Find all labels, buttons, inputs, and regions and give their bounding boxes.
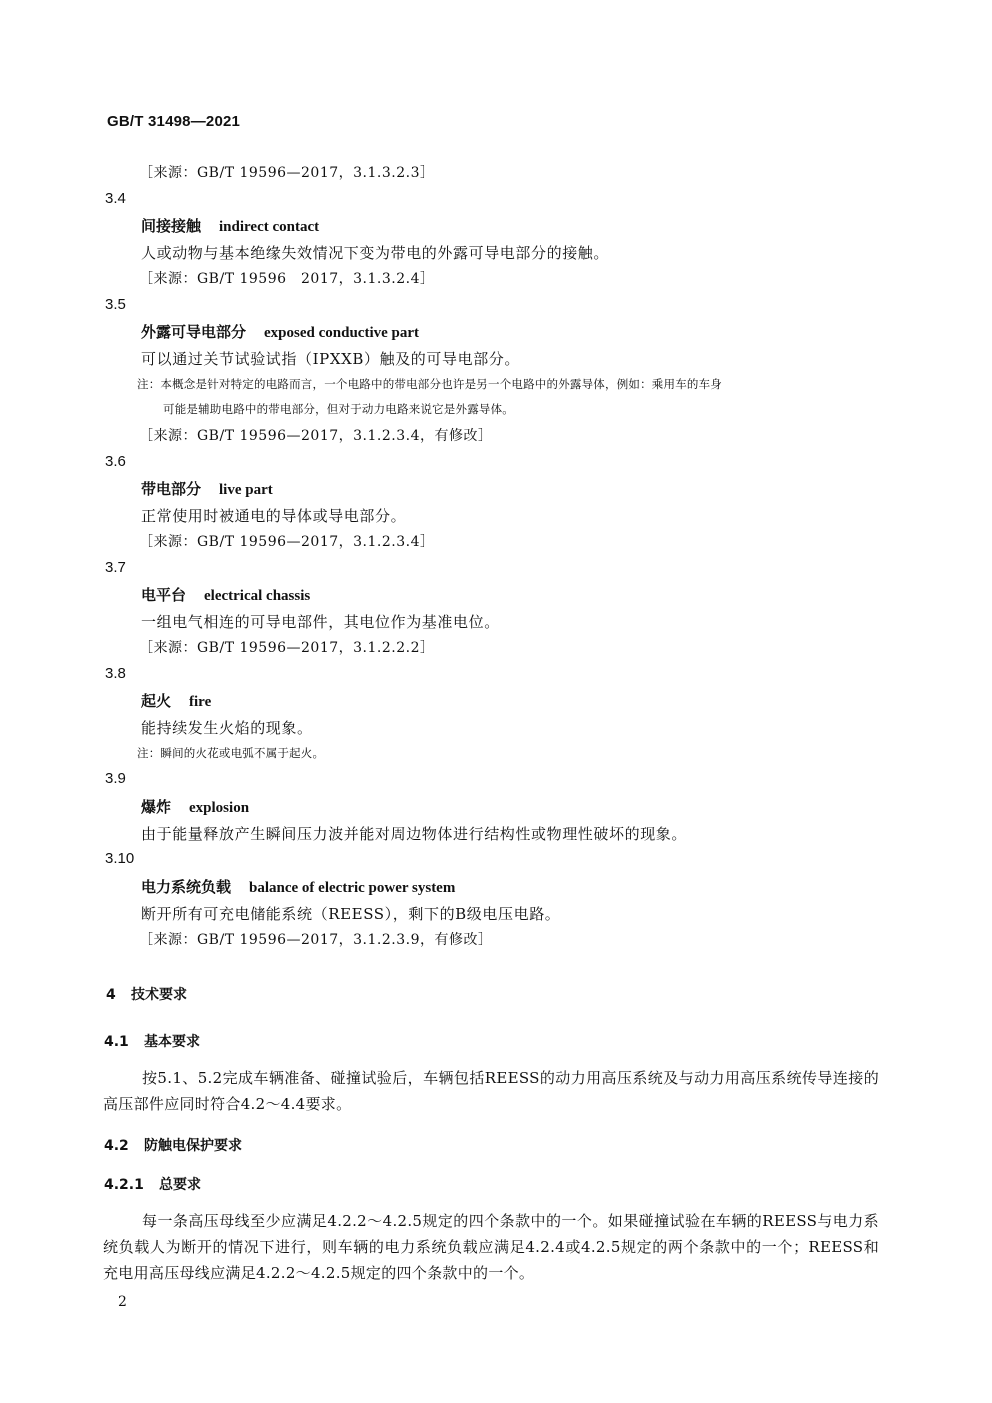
note-3-8: 注：瞬间的火花或电弧不属于起火。 <box>137 746 325 760</box>
note-3-5-line-1: 注：本概念是针对特定的电路而言，一个电路中的带电部分也许是另一个电路中的外露导体，例如：乘用车的车身 <box>137 377 722 391</box>
term-zh: 带电部分 <box>141 480 202 498</box>
clause-number-3-4: 3.4 <box>105 190 126 207</box>
section-title: 防触电保护要求 <box>144 1138 242 1154</box>
clause-number-3-5: 3.5 <box>105 296 126 313</box>
term-3-5 <box>141 321 419 342</box>
paragraph-4-2-1 <box>103 1208 879 1286</box>
source-3-3: ［来源：GB/T 19596—2017，3.1.3.2.3］ <box>139 165 435 181</box>
section-heading-4 <box>106 984 187 1004</box>
page-number: 2 <box>118 1294 127 1310</box>
section-number: 4.2 <box>104 1138 129 1154</box>
term-zh: 外露可导电部分 <box>141 323 247 341</box>
term-3-4 <box>141 215 319 236</box>
section-heading-4-2-1 <box>104 1174 201 1194</box>
definition-3-4: 人或动物与基本绝缘失效情况下变为带电的外露可导电部分的接触。 <box>141 244 610 262</box>
section-heading-4-1 <box>104 1031 200 1051</box>
clause-number-3-7: 3.7 <box>105 559 126 576</box>
section-title: 总要求 <box>159 1177 201 1193</box>
clause-number-3-8: 3.8 <box>105 665 126 682</box>
term-en: electrical chassis <box>204 588 311 604</box>
source-3-4: ［来源：GB/T 19596 2017，3.1.3.2.4］ <box>139 271 435 287</box>
section-heading-4-2 <box>104 1135 242 1155</box>
section-title: 基本要求 <box>144 1034 200 1050</box>
section-title: 技术要求 <box>131 987 187 1003</box>
paragraph-text: 每一条高压母线至少应满足4.2.2～4.2.5规定的四个条款中的一个。如果碰撞试验在车辆的REESS与电力系统负载人为断开的情况下进行，则车辆的电力系统负载应满足4.2.4或4.2.5规定的两个条款中的一个；REESS和充电用高压母线应满足4.2.2～4.2.5规定的四个条款中的一个。 <box>103 1212 879 1282</box>
term-zh: 电力系统负载 <box>141 878 232 896</box>
clause-number-3-9: 3.9 <box>105 770 126 787</box>
section-number: 4.2.1 <box>104 1177 144 1193</box>
term-3-9 <box>141 796 249 817</box>
term-zh: 电平台 <box>141 586 187 604</box>
paragraph-4-1 <box>103 1065 879 1117</box>
definition-3-9: 由于能量释放产生瞬间压力波并能对周边物体进行结构性或物理性破坏的现象。 <box>141 825 688 843</box>
note-3-5-line-2: 可能是辅助电路中的带电部分，但对于动力电路来说它是外露导体。 <box>163 402 514 416</box>
section-number: 4.1 <box>104 1034 129 1050</box>
term-3-7 <box>141 584 310 605</box>
clause-number-3-10: 3.10 <box>105 850 135 867</box>
source-3-7: ［来源：GB/T 19596—2017，3.1.2.2.2］ <box>139 640 435 656</box>
term-zh: 起火 <box>141 692 172 710</box>
term-en: fire <box>189 694 212 710</box>
definition-3-8: 能持续发生火焰的现象。 <box>141 719 313 737</box>
term-en: balance of electric power system <box>249 880 456 896</box>
section-number: 4 <box>106 987 116 1003</box>
definition-3-6: 正常使用时被通电的导体或导电部分。 <box>141 507 407 525</box>
source-3-5: ［来源：GB/T 19596—2017，3.1.2.3.4，有修改］ <box>139 428 493 444</box>
clause-number-3-6: 3.6 <box>105 453 126 470</box>
term-3-10 <box>141 876 455 897</box>
term-zh: 间接接触 <box>141 217 202 235</box>
definition-3-7: 一组电气相连的可导电部件，其电位作为基准电位。 <box>141 613 500 631</box>
source-3-6: ［来源：GB/T 19596—2017，3.1.2.3.4］ <box>139 534 435 550</box>
term-zh: 爆炸 <box>141 798 172 816</box>
paragraph-text: 按5.1、5.2完成车辆准备、碰撞试验后，车辆包括REESS的动力用高压系统及与动力用高压系统传导连接的高压部件应同时符合4.2～4.4要求。 <box>103 1069 879 1113</box>
definition-3-5: 可以通过关节试验试指（IPXXB）触及的可导电部分。 <box>141 350 521 368</box>
term-en: explosion <box>189 800 250 816</box>
source-3-10: ［来源：GB/T 19596—2017，3.1.2.3.9，有修改］ <box>139 932 493 948</box>
term-en: indirect contact <box>219 219 320 235</box>
term-3-8 <box>141 690 211 711</box>
term-en: live part <box>219 482 273 498</box>
term-en: exposed conductive part <box>264 325 420 341</box>
definition-3-10: 断开所有可充电储能系统（REESS），剩下的B级电压电路。 <box>141 905 561 923</box>
document-id-header: GB/T 31498—2021 <box>107 113 241 130</box>
term-3-6 <box>141 478 273 499</box>
